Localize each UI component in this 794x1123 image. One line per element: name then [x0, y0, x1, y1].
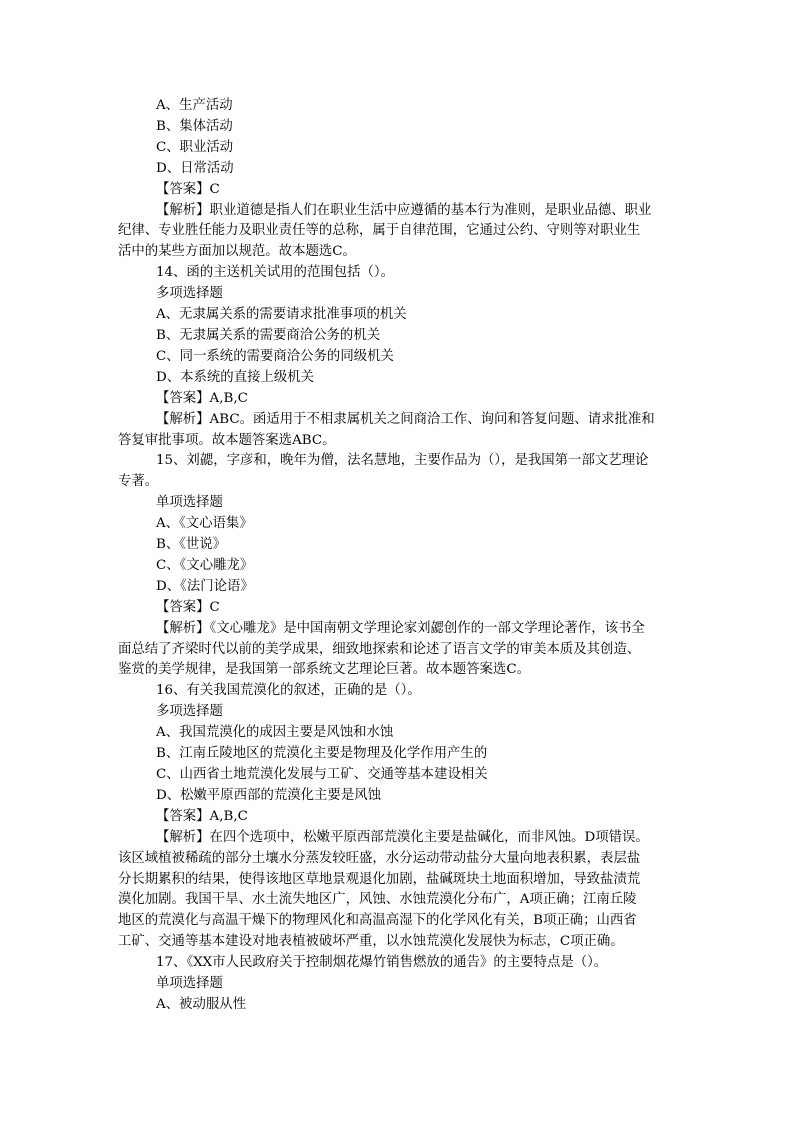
q16-type: 多项选择题 — [156, 704, 223, 720]
q13-analysis-line: 纪律、专业胜任能力及职业责任等的总称，属于自律范围，它通过公约、守则等对职业生 — [118, 223, 641, 239]
q16-option-b: B、江南丘陵地区的荒漠化主要是物理及化学作用产生的 — [156, 746, 488, 762]
q16-analysis-line: 该区域植被稀疏的部分土壤水分蒸发较旺盛，水分运动带动盐分大量向地表积累，表层盐 — [118, 850, 641, 866]
q13-analysis-line: 【解析】职业道德是指人们在职业生活中应遵循的基本行为准则，是职业品德、职业 — [156, 202, 652, 218]
q15-option-a: A、《文心语集》 — [156, 516, 253, 532]
q14-stem: 14、函的主送机关试用的范围包括（）。 — [156, 265, 394, 281]
q16-analysis-line: 工矿、交通等基本建设对地表植被破坏严重，以水蚀荒漠化发展快为标志，C项正确。 — [118, 934, 624, 950]
q16-stem: 16、有关我国荒漠化的叙述，正确的是（）。 — [156, 683, 421, 699]
q15-option-b: B、《世说》 — [156, 537, 227, 553]
q16-analysis-line: 地区的荒漠化与高温干燥下的物理风化和高温高湿下的化学风化有关，B项正确；山西省 — [118, 913, 637, 929]
q16-analysis-line: 分长期累积的结果，使得该地区草地景观退化加剧，盐碱斑块土地面积增加，导致盐渍荒 — [118, 871, 641, 887]
q15-type: 单项选择题 — [156, 495, 223, 511]
q14-analysis-line: 【解析】ABC。函适用于不相隶属机关之间商洽工作、询问和答复问题、请求批准和 — [156, 411, 655, 427]
q13-option-b: B、集体活动 — [156, 118, 233, 134]
q14-analysis-line: 答复审批事项。故本题答案选ABC。 — [118, 432, 336, 448]
q13-answer: 【答案】C — [156, 181, 220, 197]
q14-option-d: D、本系统的直接上级机关 — [156, 369, 315, 385]
document-page — [118, 96, 678, 1016]
q13-option-d: D、日常活动 — [156, 160, 234, 176]
q17-type: 单项选择题 — [156, 976, 223, 992]
q13-option-c: C、职业活动 — [156, 139, 234, 155]
q15-analysis-line: 【解析】《文心雕龙》是中国南朝文学理论家刘勰创作的一部文学理论著作，该书全 — [156, 620, 645, 636]
q13-analysis-line: 活中的某些方面加以规范。故本题选C。 — [118, 244, 356, 260]
q14-option-a: A、无隶属关系的需要请求批准事项的机关 — [156, 307, 407, 323]
q15-stem-line: 15、刘勰，字彦和，晚年为僧，法名慧地，主要作品为（），是我国第一部文艺理论 — [156, 453, 649, 469]
q15-analysis-line: 面总结了齐梁时代以前的美学成果，细致地探索和论述了语言文学的审美本质及其创造、 — [118, 641, 641, 657]
q17-stem: 17、《XX市人民政府关于控制烟花爆竹销售燃放的通告》的主要特点是（）。 — [156, 955, 608, 971]
q16-answer: 【答案】A,B,C — [156, 808, 248, 824]
q16-analysis-line: 【解析】在四个选项中，松嫩平原西部荒漠化主要是盐碱化，而非风蚀。D项错误。 — [156, 829, 649, 845]
q14-answer: 【答案】A,B,C — [156, 390, 248, 406]
q13-option-a: A、生产活动 — [156, 98, 233, 113]
q16-option-d: D、松嫩平原西部的荒漠化主要是风蚀 — [156, 787, 381, 803]
q17-option-a: A、被动服从性 — [156, 996, 247, 1012]
q15-option-c: C、《文心雕龙》 — [156, 557, 254, 573]
q15-stem-line: 专著。 — [118, 474, 159, 490]
q14-option-b: B、无隶属关系的需要商洽公务的机关 — [156, 327, 381, 343]
q15-analysis-line: 鉴赏的美学规律，是我国第一部系统文艺理论巨著。故本题答案选C。 — [118, 662, 530, 678]
q16-option-a: A、我国荒漠化的成因主要是风蚀和水蚀 — [156, 725, 394, 741]
q16-option-c: C、山西省土地荒漠化发展与工矿、交通等基本建设相关 — [156, 767, 488, 782]
q16-analysis-line: 漠化加剧。我国干旱、水土流失地区广，风蚀、水蚀荒漠化分布广，A项正确；江南丘陵 — [118, 892, 637, 908]
q14-option-c: C、同一系统的需要商洽公务的同级机关 — [156, 348, 394, 364]
q14-type: 多项选择题 — [156, 286, 223, 302]
q15-answer: 【答案】C — [156, 599, 220, 615]
q15-option-d: D、《法门论语》 — [156, 578, 254, 594]
